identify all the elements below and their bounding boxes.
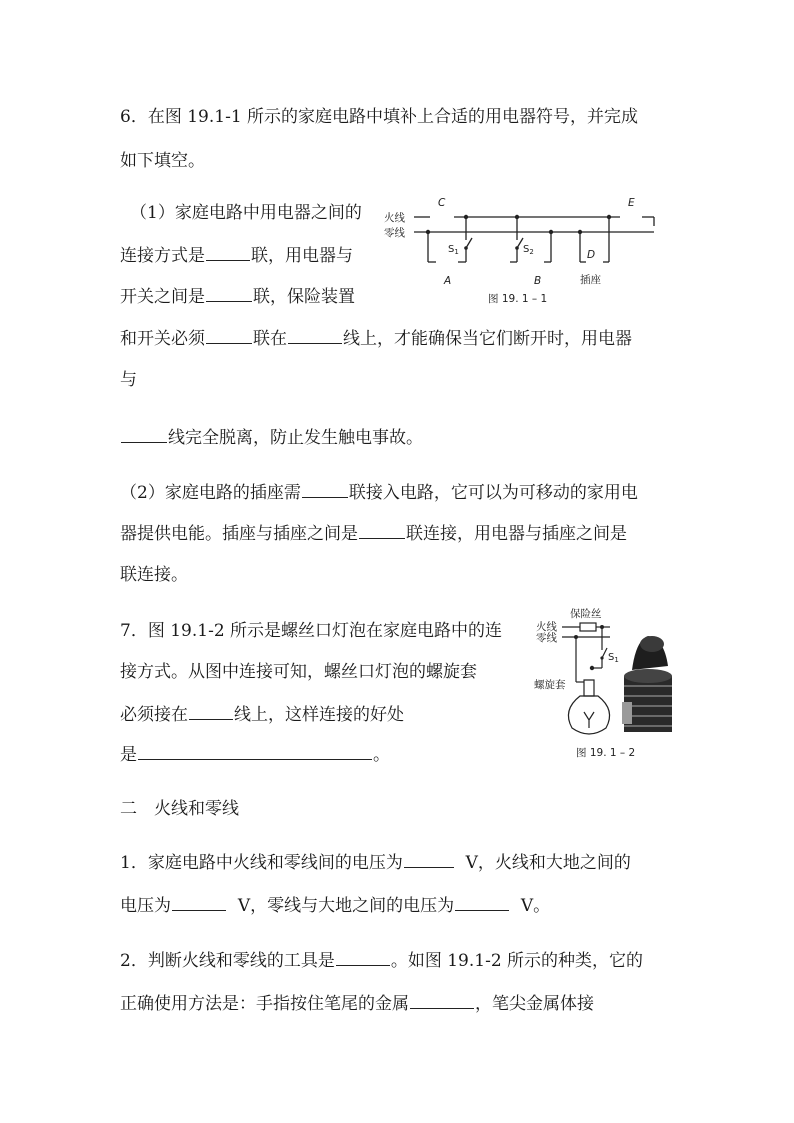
q6-line-1: 6．在图 19.1-1 所示的家庭电路中填补上合适的用电器符号，并完成: [120, 107, 639, 127]
answer-blank[interactable]: [404, 851, 454, 868]
s2-q2-line-2: 正确使用方法是：手指按住笔尾的金属 ，笔尖金属体接: [120, 994, 594, 1014]
answer-blank[interactable]: [288, 327, 342, 344]
fire-line-label: 火线: [536, 621, 557, 633]
q7-line-3: 必须接在 线上，这样连接的好处: [120, 705, 404, 725]
position-d-label: D: [587, 249, 596, 261]
section-heading: 二 火线和零线: [120, 799, 239, 819]
switch-s1-label: $S_1$: [448, 244, 459, 256]
q6-part1-line-6: 线完全脱离，防止发生触电事故。: [120, 426, 423, 449]
answer-blank[interactable]: [206, 327, 252, 344]
q7-line-1: 7．图 19.1-2 所示是螺丝口灯泡在家庭电路中的连: [120, 621, 503, 641]
fire-line-label: 火线: [384, 212, 405, 224]
screw-base-label: 螺旋套: [534, 679, 566, 691]
figure-19-1-2-bulb: [532, 604, 682, 762]
answer-blank[interactable]: [121, 426, 167, 443]
s2-q1-line-1: 1．家庭电路中火线和零线间的电压为 V，火线和大地之间的: [120, 853, 631, 873]
s2-q2-line-1: 2．判断火线和零线的工具是 。如图 19.1-2 所示的种类，它的: [120, 951, 644, 971]
answer-blank[interactable]: [410, 992, 474, 1009]
answer-blank[interactable]: [302, 481, 348, 498]
zero-line-label: 零线: [536, 632, 557, 644]
answer-blank[interactable]: [359, 522, 405, 539]
figure-caption: 图 19. 1 – 1: [488, 293, 548, 305]
answer-blank[interactable]: [138, 743, 372, 760]
figure-caption: 图 19. 1 – 2: [576, 747, 636, 759]
answer-blank[interactable]: [189, 703, 233, 720]
q6-line-2: 如下填空。: [120, 151, 205, 171]
q6-part1-line-4: 和开关必须 联在 线上，才能确保当它们断开时，用电器: [120, 329, 632, 349]
q6-part2-line-3: 联连接。: [120, 565, 188, 585]
answer-blank[interactable]: [172, 894, 226, 911]
q7-line-4: 是 。: [120, 745, 390, 765]
answer-blank[interactable]: [206, 244, 250, 261]
q7-line-2: 接方式。从图中连接可知，螺丝口灯泡的螺旋套: [120, 662, 477, 682]
socket-label: 插座: [580, 274, 601, 286]
lamp-holder-photo: [622, 636, 672, 732]
answer-blank[interactable]: [455, 894, 509, 911]
position-a-label: A: [444, 275, 452, 287]
zero-line-label: 零线: [384, 227, 405, 239]
switch-s2-label: $S_2$: [523, 244, 534, 256]
point-c-label: C: [438, 197, 446, 209]
q6-part1-line-2: 连接方式是 联，用电器与: [120, 246, 353, 266]
figure-19-1-1-circuit: [384, 192, 664, 310]
position-b-label: B: [534, 275, 542, 287]
q6-part2-line-1: （2）家庭电路的插座需 联接入电路，它可以为可移动的家用电: [120, 483, 638, 503]
point-e-label: E: [628, 197, 635, 209]
q6-part1-line-5: 与: [120, 370, 137, 390]
q6-part1-line-1: （1）家庭电路中用电器之间的: [130, 203, 362, 223]
s2-q1-line-2: 电压为 V，零线与大地之间的电压为 V。: [120, 896, 551, 916]
q6-part1-line-3: 开关之间是 联，保险装置: [120, 287, 355, 307]
q6-part2-line-2: 器提供电能。插座与插座之间是 联连接，用电器与插座之间是: [120, 524, 627, 544]
switch-s1-label: $S_1$: [608, 652, 619, 664]
answer-blank[interactable]: [206, 285, 252, 302]
answer-blank[interactable]: [336, 949, 390, 966]
fuse-label: 保险丝: [570, 608, 602, 620]
